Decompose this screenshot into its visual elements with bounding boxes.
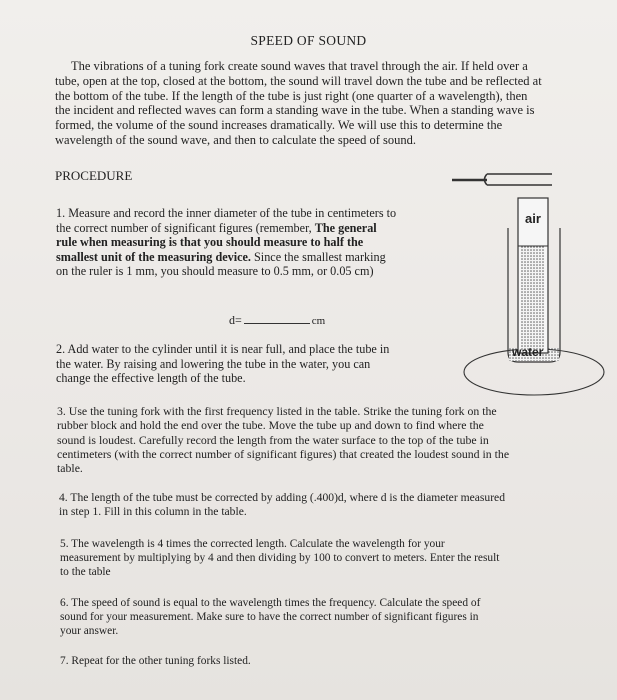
procedure-heading: PROCEDURE xyxy=(55,168,133,183)
step-3-line: 3. Use the tuning fork with the first frequency listed in the table. Strike the tuning fork on the xyxy=(57,404,497,418)
diameter-label: d= xyxy=(229,313,242,327)
intro-line: the bottom of the tube. If the length of the tube is just right (one quarter of a wavelength), then xyxy=(55,88,528,103)
step-1-line xyxy=(56,250,441,265)
step-5-line: to the table xyxy=(60,566,111,578)
step-6-line: sound for your measurement. Make sure to have the correct number of significant figures in xyxy=(60,611,479,623)
intro-line: tube, open at the top, closed at the bottom, the sound will travel down the tube and be reflected at xyxy=(55,73,542,88)
step-7: 7. Repeat for the other tuning forks listed. xyxy=(60,655,251,667)
diameter-blank[interactable] xyxy=(244,323,310,324)
intro-line: formed, the volume of the sound increases dramatically. We will use this to determine the xyxy=(55,118,503,133)
diameter-unit: cm xyxy=(311,315,326,327)
step-2 xyxy=(56,342,436,386)
water-label: water xyxy=(512,345,544,359)
tuning-fork-icon xyxy=(452,174,552,185)
step-4 xyxy=(59,491,569,519)
step-1-line xyxy=(56,221,441,236)
step-2-line: change the effective length of the tube. xyxy=(56,371,246,385)
step-1-line xyxy=(56,235,441,250)
step-2-line: 2. Add water to the cylinder until it is near full, and place the tube in xyxy=(56,342,390,356)
step-2-line: the water. By raising and lowering the tube in the water, you can xyxy=(56,356,371,371)
air-label: air xyxy=(525,211,541,226)
step-1-text: Since the smallest marking xyxy=(250,249,386,264)
step-1-bold-text: The general xyxy=(314,220,377,235)
step-1-line: on the ruler is 1 mm, you should measure to 0.5 mm, or 0.05 cm) xyxy=(56,264,374,278)
step-3-line: sound is loudest. Carefully record the length from the water surface to the top of the tube in xyxy=(57,432,489,447)
step-4-line: in step 1. Fill in this column in the table. xyxy=(59,505,247,519)
intro-line: The vibrations of a tuning fork create sound waves that travel through the air. If held over a xyxy=(71,59,528,73)
step-6-line: your answer. xyxy=(60,625,119,637)
step-5 xyxy=(60,537,565,579)
step-3-line: rubber block and hold the end over the tube. Move the tube up and down to find where the xyxy=(57,418,484,433)
step-1-bold-text: rule when measuring is that you should measure to half the xyxy=(56,235,364,249)
step-1-line: 1. Measure and record the inner diameter of the tube in centimeters to xyxy=(56,206,397,220)
page-title: SPEED OF SOUND xyxy=(250,33,367,48)
step-3-line: centimeters (with the correct number of significant figures) that created the loudest sound in the xyxy=(57,446,510,461)
intro-line: wavelength of the sound wave, and then to calculate the speed of sound. xyxy=(55,132,416,147)
intro-paragraph xyxy=(55,59,585,148)
step-4-line: 4. The length of the tube must be corrected by adding (.400)d, where d is the diameter measured xyxy=(59,491,506,504)
step-1 xyxy=(56,206,441,279)
step-6-line: 6. The speed of sound is equal to the wavelength times the frequency. Calculate the speed of xyxy=(60,597,481,609)
step-6 xyxy=(60,596,565,638)
step-1-bold-text: smallest unit of the measuring device. xyxy=(56,249,251,264)
diameter-field xyxy=(229,313,325,328)
step-3 xyxy=(57,404,567,475)
step-3-line: table. xyxy=(57,461,83,476)
step-1-text: the correct number of significant figures (remember, xyxy=(56,220,315,235)
intro-line: the incident and reflected waves can form a standing wave in the tube. When a standing wave is xyxy=(55,103,535,118)
step-5-line: 5. The wavelength is 4 times the corrected length. Calculate the wavelength for your xyxy=(60,538,445,550)
resonance-tube-diagram xyxy=(452,162,612,397)
step-5-line: measurement by multiplying by 4 and then dividing by 100 to convert to meters. Enter the result xyxy=(60,552,500,564)
